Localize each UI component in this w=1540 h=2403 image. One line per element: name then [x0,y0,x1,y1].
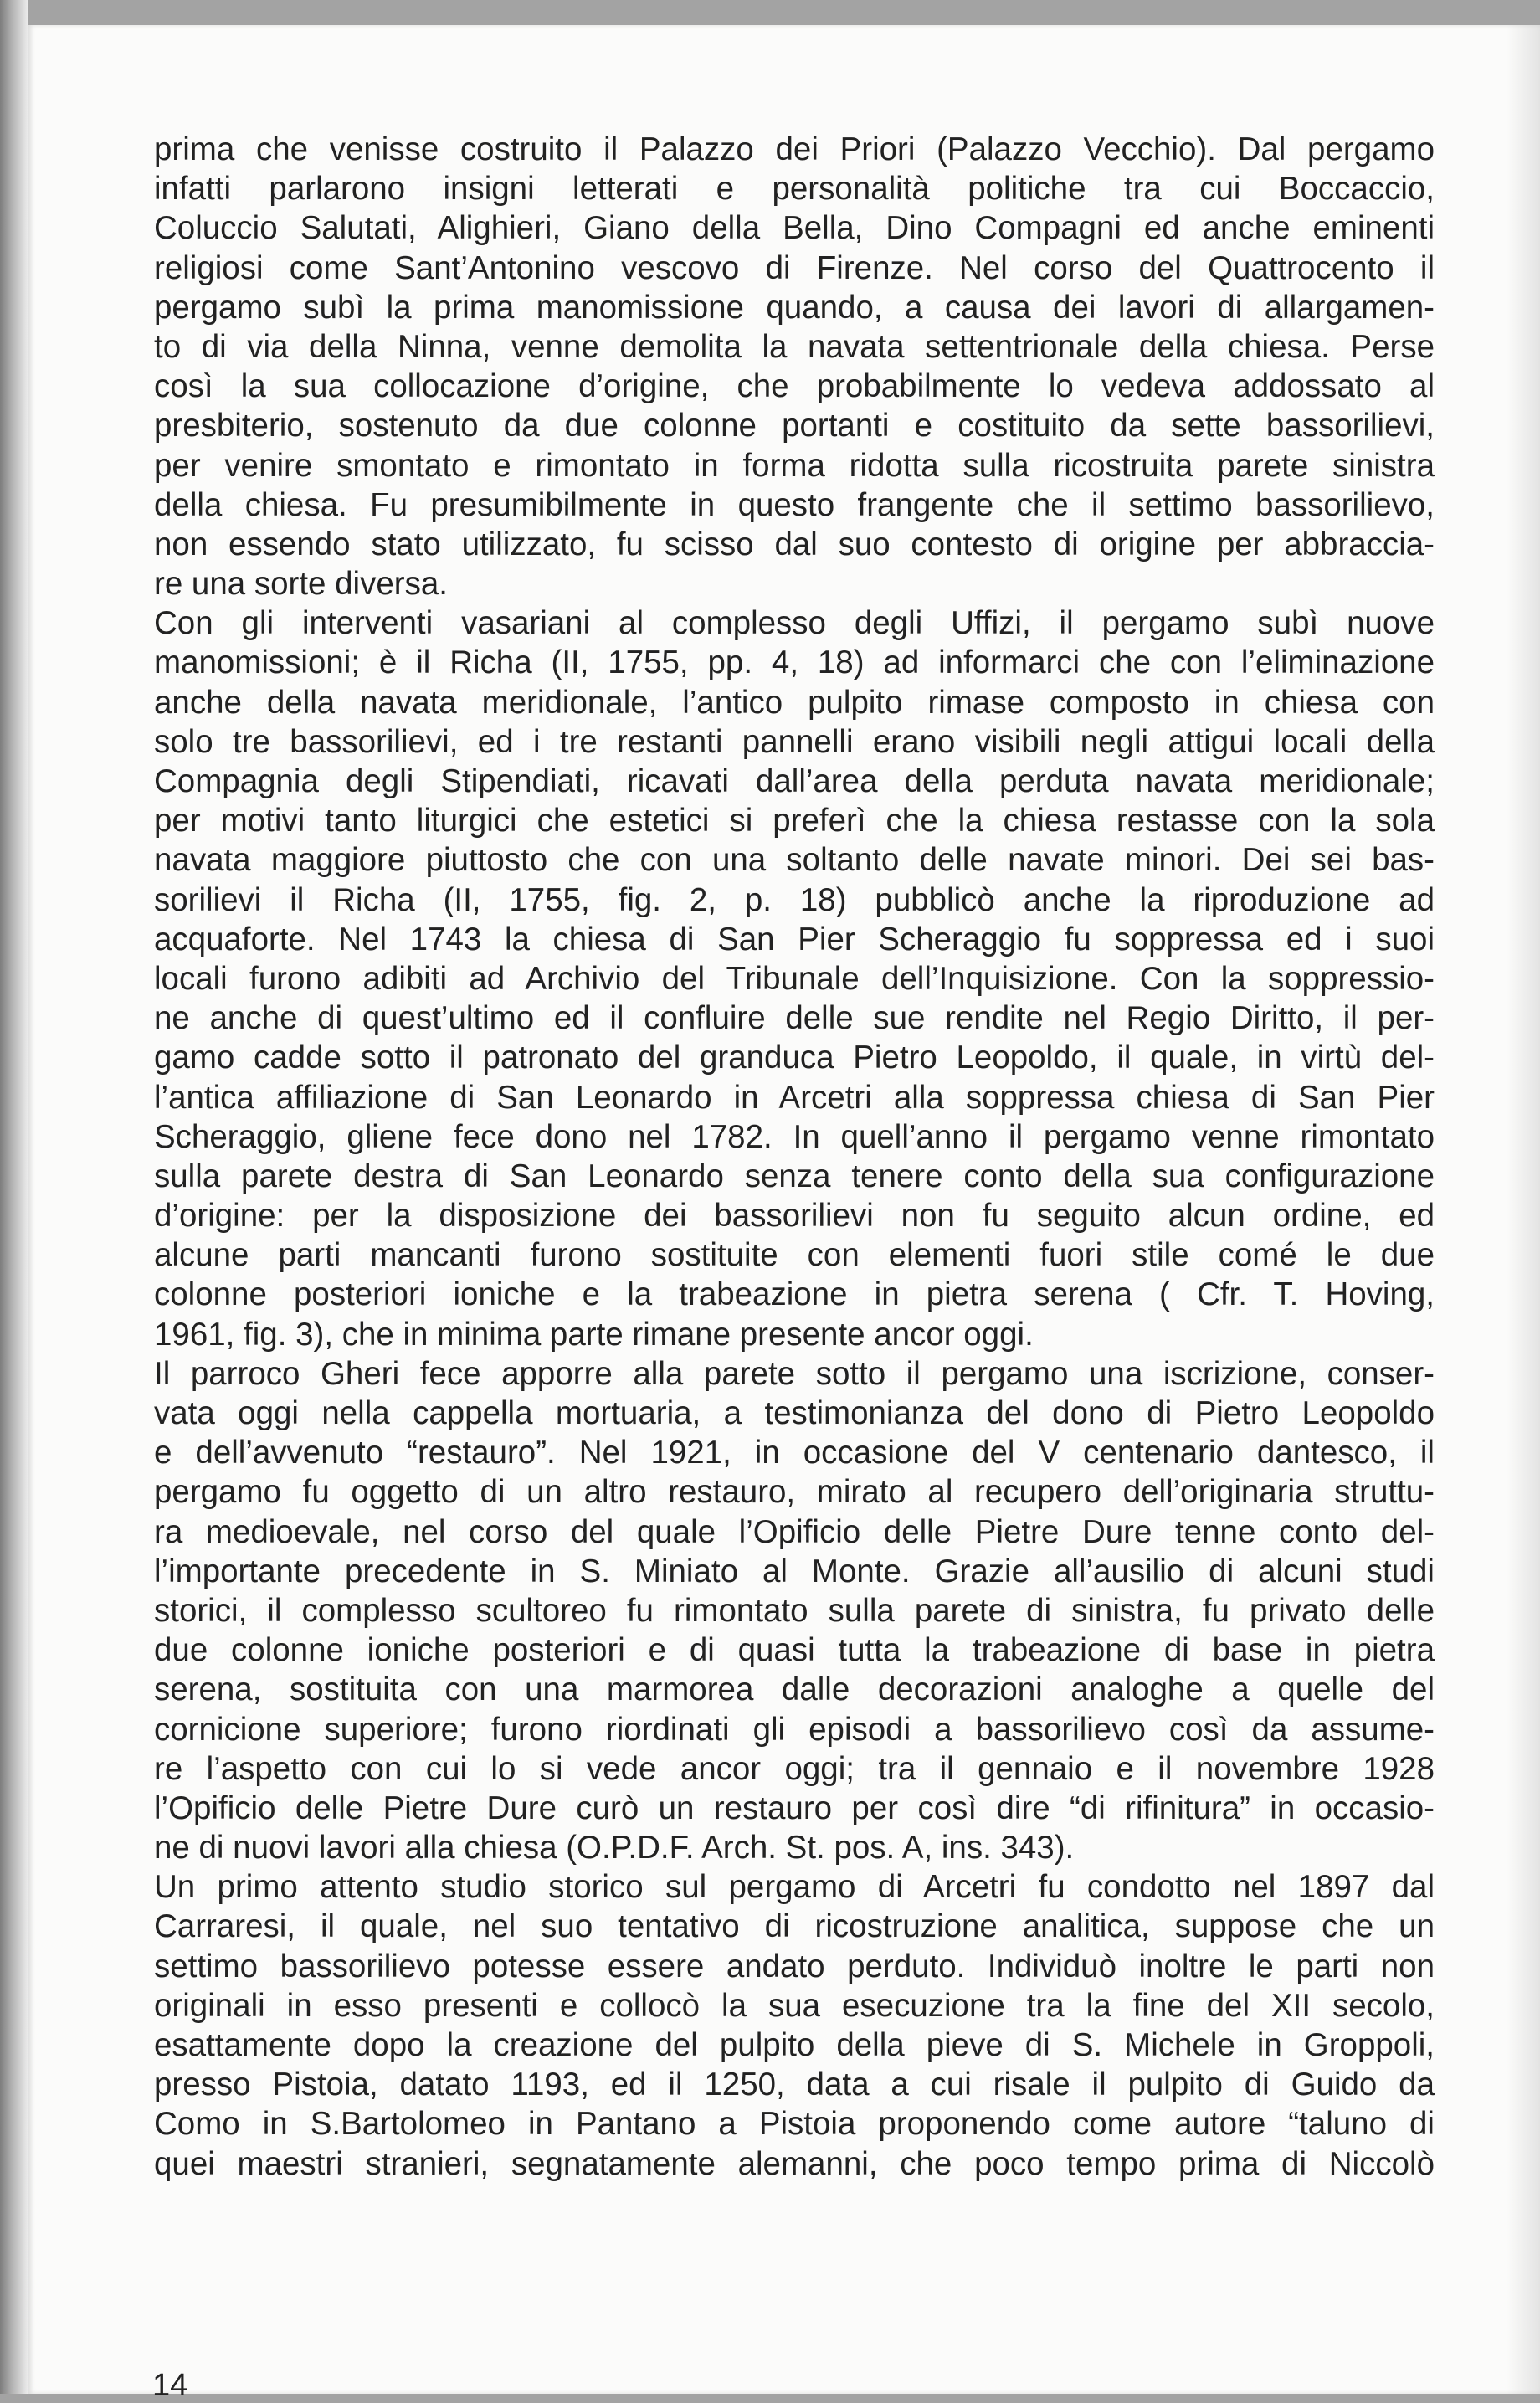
text-line: pergamo subì la prima manomissione quando, a causa dei lavori di allargamen- [154,289,1435,326]
text-line: anche della navata meridionale, l’antico pulpito rimase composto in chiesa con [154,684,1435,721]
text-line: Il parroco Gheri fece apporre alla parete sotto il pergamo una iscrizione, conser- [154,1355,1435,1392]
text-line: Un primo attento studio storico sul pergamo di Arcetri fu condotto nel 1897 dal [154,1869,1435,1906]
text-line: gamo cadde sotto il patronato del granduca Pietro Leopoldo, il quale, in virtù del- [154,1040,1435,1076]
text-line: della chiesa. Fu presumibilmente in questo frangente che il settimo bassorilievo, [154,486,1435,523]
text-line: originali in esso presenti e collocò la sua esecuzione tra la fine del XII secolo, [154,1987,1435,2024]
text-line: infatti parlarono insigni letterati e personalità politiche tra cui Boccaccio, [154,171,1435,208]
text-line: sorilievi il Richa (II, 1755, fig. 2, p. 18) pubblicò anche la riproduzione ad [154,881,1435,918]
text-line: religiosi come Sant’Antonino vescovo di Firenze. Nel corso del Quattrocento il [154,249,1435,286]
text-line: presso Pistoia, datato 1193, ed il 1250, data a cui risale il pulpito di Guido da [154,2067,1435,2103]
text-line: l’antica affiliazione di San Leonardo in Arcetri alla soppressa chiesa di San Pier [154,1079,1435,1116]
text-line: cornicione superiore; furono riordinati gli episodi a bassorilievo così da assume- [154,1711,1435,1748]
text-line: locali furono adibiti ad Archivio del Tribunale dell’Inquisizione. Con la soppressio- [154,960,1435,997]
text-line: presbiterio, sostenuto da due colonne portanti e costituito da sette bassorilievi, [154,408,1435,444]
text-line: ra medioevale, nel corso del quale l’Opificio delle Pietre Dure tenne conto del- [154,1513,1435,1550]
text-line: solo tre bassorilievi, ed i tre restanti pannelli erano visibili negli attigui locali della [154,723,1435,760]
text-line: colonne posteriori ioniche e la trabeazione in pietra serena ( Cfr. T. Hoving, [154,1276,1435,1313]
text-line: l’importante precedente in S. Miniato al Monte. Grazie all’ausilio di alcuni studi [154,1553,1435,1589]
page-curve-shade [1507,25,1540,2394]
text-line: per venire smontato e rimontato in forma ridotta sulla ricostruita parete sinistra [154,447,1435,484]
text-line: Como in S.Bartolomeo in Pantano a Pistoia proponendo come autore “taluno di [154,2106,1435,2143]
text-line: re l’aspetto con cui lo si vede ancor oggi; tra il gennaio e il novembre 1928 [154,1750,1435,1787]
text-line: non essendo stato utilizzato, fu scisso dal suo contesto di origine per abbraccia- [154,526,1435,562]
text-line: così la sua collocazione d’origine, che probabilmente lo vedeva addossato al [154,368,1435,405]
text-line: settimo bassorilievo potesse essere andato perduto. Individuò inoltre le parti non [154,1948,1435,1985]
text-line: d’origine: per la disposizione dei bassorilievi non fu seguito alcun ordine, ed [154,1198,1435,1235]
text-line: prima che venisse costruito il Palazzo dei Priori (Palazzo Vecchio). Dal pergamo [154,131,1435,167]
text-line: 1961, fig. 3), che in minima parte rimane presente ancor oggi. [154,1316,1034,1353]
text-line: acquaforte. Nel 1743 la chiesa di San Pier Scheraggio fu soppressa ed i suoi [154,921,1435,958]
body-text [154,130,1435,2184]
text-line: Compagnia degli Stipendiati, ricavati dall’area della perduta navata meridionale; [154,763,1435,799]
text-line: storici, il complesso scultoreo fu rimontato sulla parete di sinistra, fu privato delle [154,1592,1435,1629]
page-number: 14 [152,2368,188,2403]
text-line: navata maggiore piuttosto che con una soltanto delle navate minori. Dei sei bas- [154,842,1435,879]
text-line: serena, sostituita con una marmorea dalle decorazioni analoghe a quelle del [154,1671,1435,1708]
text-line: ne anche di quest’ultimo ed il confluire delle sue rendite nel Regio Diritto, il per- [154,1000,1435,1037]
text-line: ne di nuovi lavori alla chiesa (O.P.D.F. Arch. St. pos. A, ins. 343). [154,1830,1075,1866]
text-line: to di via della Ninna, venne demolita la navata settentrionale della chiesa. Perse [154,328,1435,365]
text-line: vata oggi nella cappella mortuaria, a testimonianza del dono di Pietro Leopoldo [154,1395,1435,1431]
text-line: esattamente dopo la creazione del pulpito della pieve di S. Michele in Groppoli, [154,2027,1435,2063]
text-line: re una sorte diversa. [154,566,448,603]
text-line: manomissioni; è il Richa (II, 1755, pp. 4, 18) ad informarci che con l’eliminazione [154,644,1435,681]
text-line: Carraresi, il quale, nel suo tentativo di ricostruzione analitica, suppose che un [154,1908,1435,1945]
text-line: sulla parete destra di San Leonardo senza tenere conto della sua configurazione [154,1158,1435,1194]
text-line: l’Opificio delle Pietre Dure curò un restauro per così dire “di rifinitura” in occasio- [154,1789,1435,1826]
text-line: Con gli interventi vasariani al complesso degli Uffizi, il pergamo subì nuove [154,605,1435,642]
text-line: due colonne ioniche posteriori e di quasi tutta la trabeazione di base in pietra [154,1632,1435,1669]
text-line: per motivi tanto liturgici che estetici si preferì che la chiesa restasse con la sola [154,803,1435,840]
scan-shadow-edge [0,0,28,2394]
text-line: e dell’avvenuto “restauro”. Nel 1921, in occasione del V centenario dantesco, il [154,1435,1435,1471]
text-line: pergamo fu oggetto di un altro restauro, mirato al recupero dell’originaria struttu- [154,1474,1435,1511]
text-line: alcune parti mancanti furono sostituite con elementi fuori stile comé le due [154,1237,1435,1274]
text-line: quei maestri stranieri, segnatamente alemanni, che poco tempo prima di Niccolò [154,2145,1435,2182]
book-page [28,25,1540,2403]
text-line: Scheraggio, gliene fece dono nel 1782. In quell’anno il pergamo venne rimontato [154,1118,1435,1155]
text-line: Coluccio Salutati, Alighieri, Giano della Bella, Dino Compagni ed anche eminenti [154,210,1435,247]
